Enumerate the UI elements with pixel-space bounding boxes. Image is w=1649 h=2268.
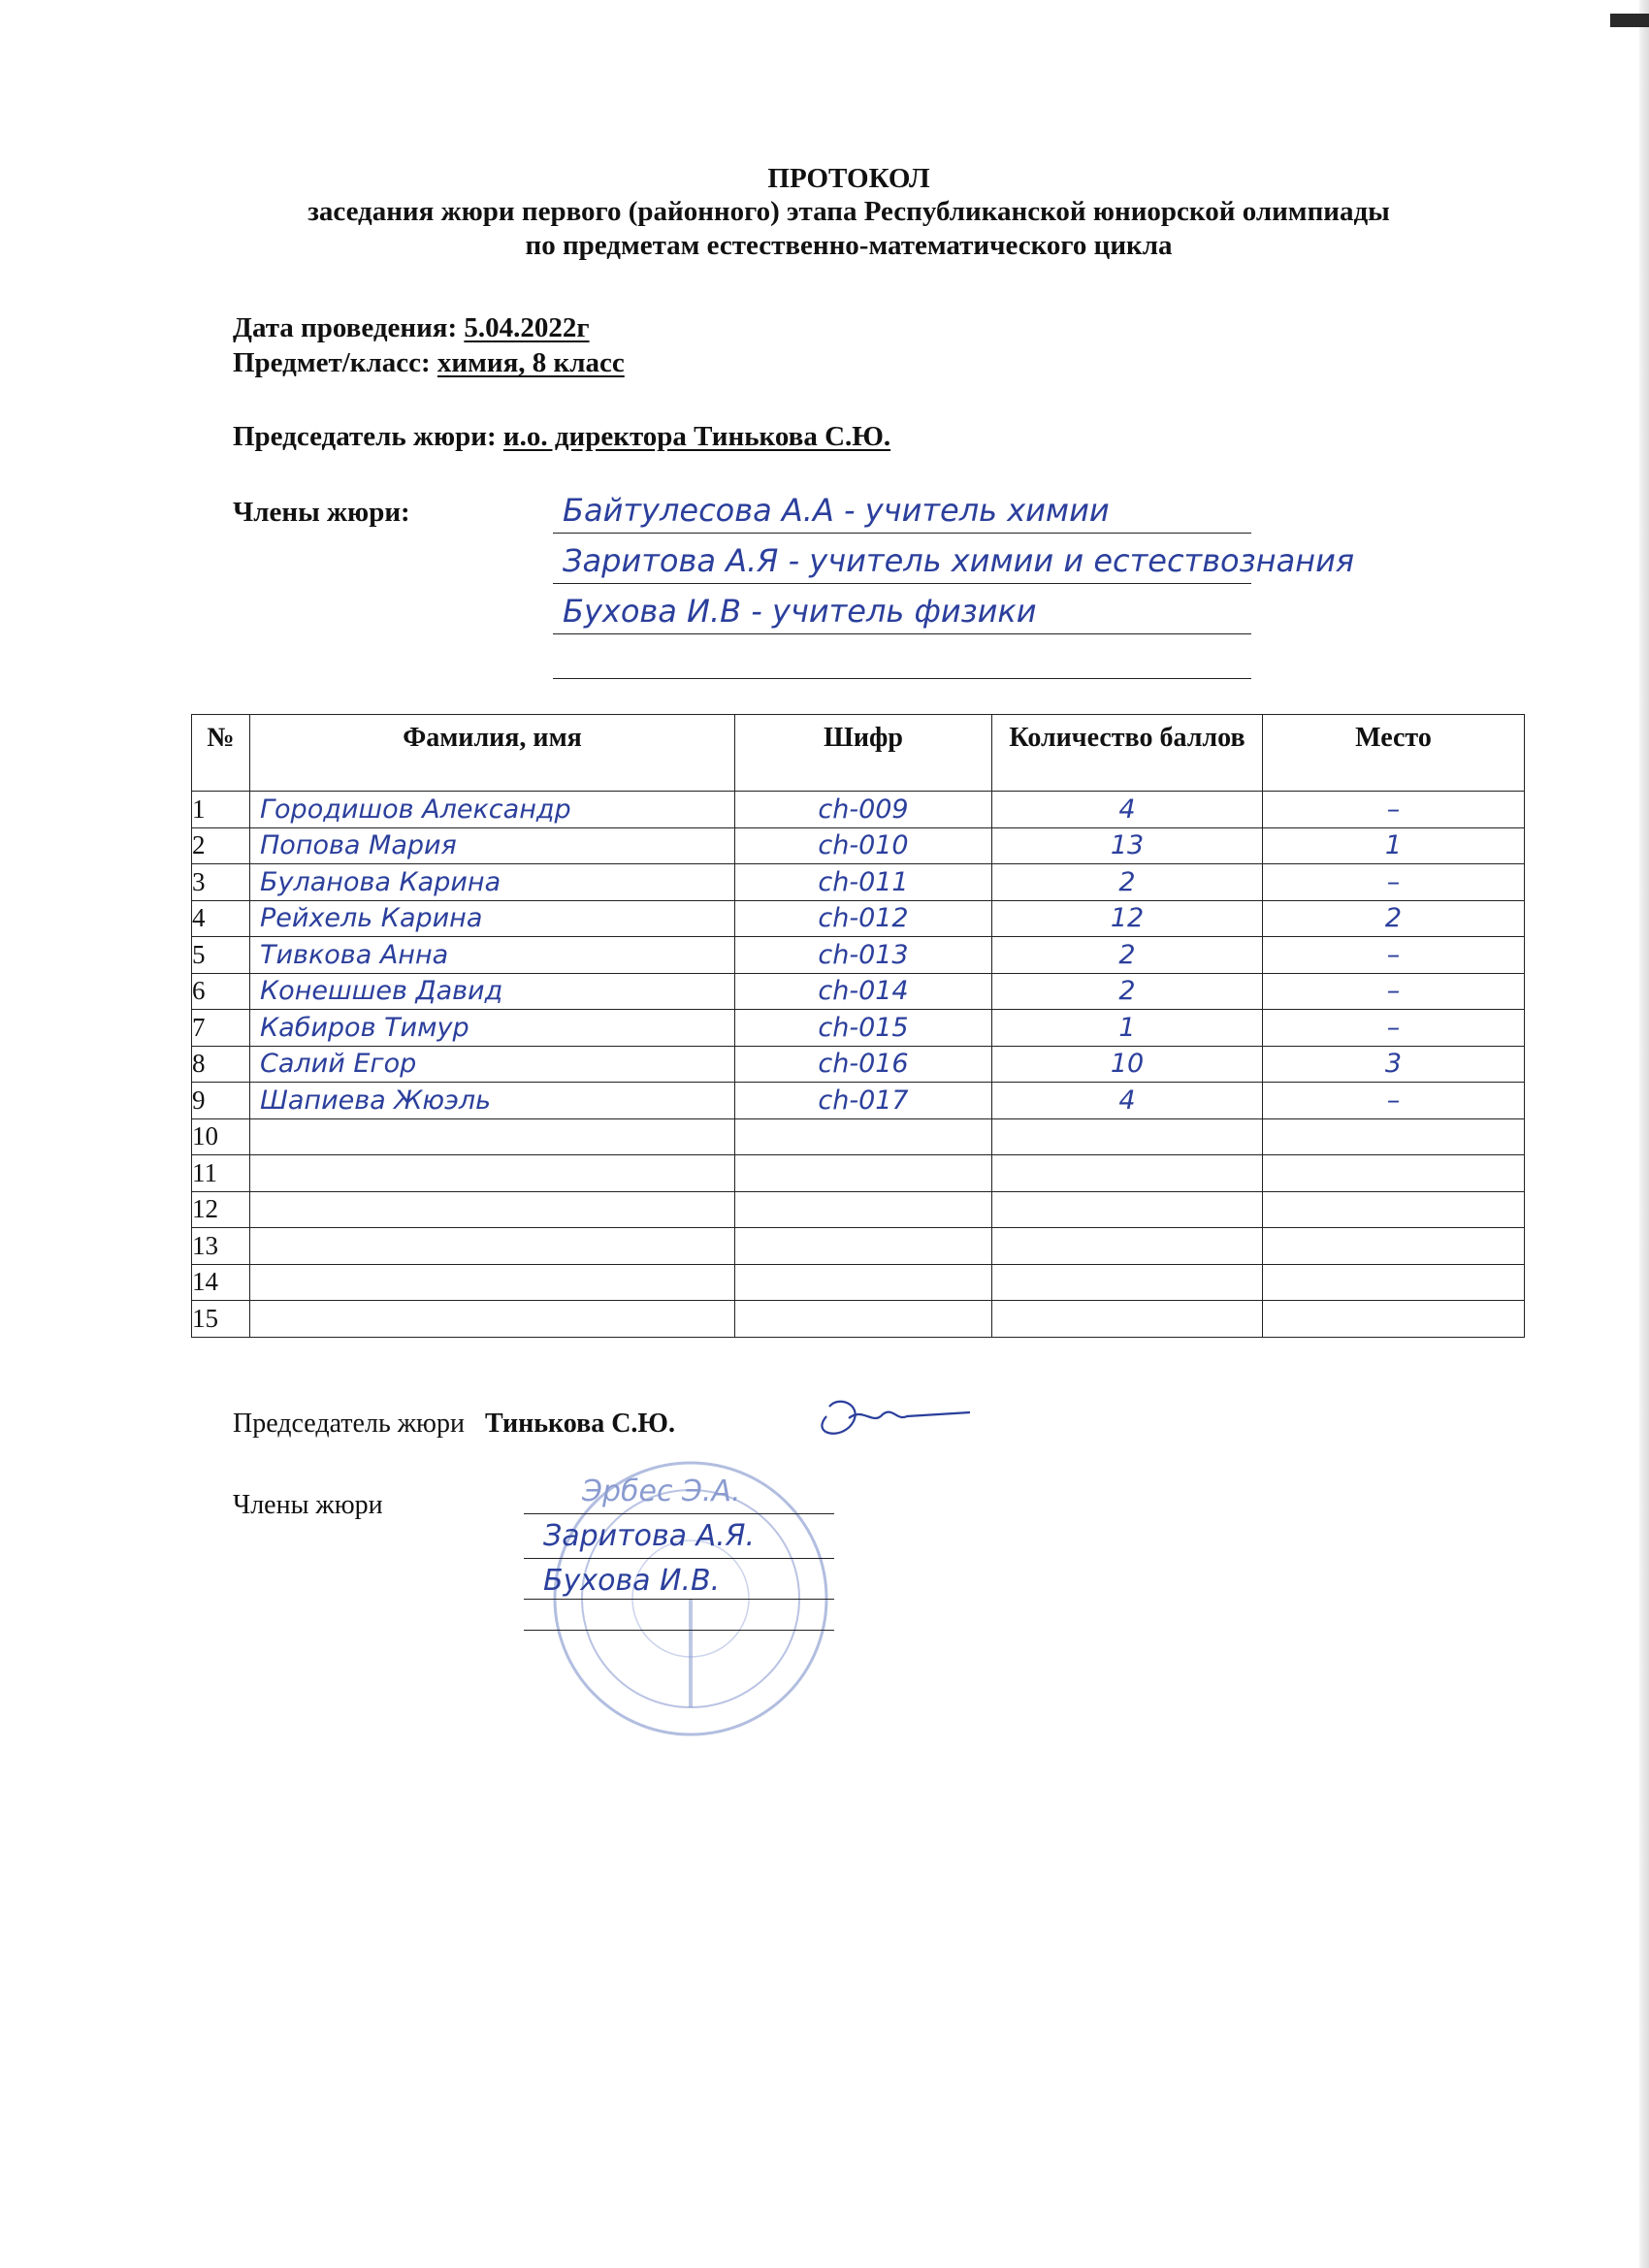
cipher-code-cell: [735, 1155, 992, 1192]
score-value-cell: [992, 1046, 1263, 1083]
row-number: 3: [192, 866, 206, 896]
row-number-cell: [192, 1046, 250, 1083]
place-value-cell: [1263, 792, 1525, 828]
col-header-place: Место: [1263, 715, 1525, 792]
participant-name: [250, 1194, 260, 1224]
place-value-cell: [1263, 1083, 1525, 1119]
row-number-cell: [192, 864, 250, 901]
place-value-cell: [1263, 827, 1525, 864]
cipher-code: ch-011: [818, 866, 909, 897]
participant-name-cell: [250, 900, 735, 937]
place-value-cell: [1263, 973, 1525, 1010]
col-header-number: №: [192, 715, 250, 792]
row-number-cell: [192, 900, 250, 937]
participant-name-cell: [250, 1155, 735, 1192]
cipher-code-cell: [735, 1046, 992, 1083]
score-value: 2: [1118, 976, 1136, 1007]
participant-name: Конешшев Давид: [260, 976, 503, 1007]
cipher-code: ch-014: [818, 976, 909, 1007]
score-value-cell: [992, 827, 1263, 864]
signature-line: [524, 1513, 834, 1514]
place-value: 2: [1384, 903, 1403, 934]
place-value-cell: [1263, 1191, 1525, 1228]
place-value: 3: [1384, 1049, 1403, 1080]
table-row: [192, 827, 1525, 864]
col-header-code: Шифр: [735, 715, 992, 792]
table-row: [192, 1046, 1525, 1083]
row-number-cell: [192, 1083, 250, 1119]
table-row: [192, 1191, 1525, 1228]
participant-name: [250, 1304, 260, 1334]
document-subtitle-2: по предметам естественно-математического цикла: [525, 230, 1173, 261]
score-value: 2: [1118, 866, 1136, 897]
table-row: [192, 1301, 1525, 1338]
member-row: [553, 540, 1355, 591]
cipher-code: ch-016: [818, 1049, 909, 1080]
place-value: –: [1386, 939, 1401, 970]
row-number-cell: [192, 973, 250, 1010]
underline: [553, 633, 1251, 634]
place-value: –: [1386, 976, 1401, 1007]
cipher-code-cell: [735, 1010, 992, 1047]
participant-name: Шапиева Жюэль: [260, 1085, 492, 1116]
member-signature-3: Бухова И.В.: [543, 1564, 721, 1598]
place-value-cell: [1263, 1301, 1525, 1338]
cipher-code-cell: [735, 1118, 992, 1155]
row-number-cell: [192, 1228, 250, 1265]
member-signature-1: Эрбес Э.А.: [582, 1474, 741, 1508]
signature-line: [524, 1558, 834, 1559]
chair-line: [233, 421, 890, 453]
score-value: 12: [1110, 903, 1145, 934]
subject-line: [233, 347, 625, 379]
underline: [553, 678, 1251, 679]
participant-name-cell: [250, 973, 735, 1010]
chair-label: Председатель жюри:: [233, 421, 497, 452]
row-number: 5: [192, 939, 206, 969]
score-value: 2: [1118, 939, 1136, 970]
participant-name-cell: [250, 864, 735, 901]
place-value-cell: [1263, 1228, 1525, 1265]
score-value-cell: [992, 1191, 1263, 1228]
participant-name: [250, 1121, 260, 1151]
participant-name: Рейхель Карина: [260, 903, 483, 934]
score-value: 4: [1118, 1085, 1136, 1116]
member-row: [553, 641, 1251, 692]
table-header-row: [192, 715, 1525, 792]
table-row: [192, 1010, 1525, 1047]
score-value-cell: [992, 864, 1263, 901]
subject-value: химия, 8 класс: [436, 347, 625, 378]
cipher-code-cell: [735, 827, 992, 864]
row-number: 1: [192, 794, 206, 824]
table-body: [192, 792, 1525, 1338]
participant-name-cell: [250, 1301, 735, 1338]
cipher-code-cell: [735, 864, 992, 901]
place-value-cell: [1263, 1046, 1525, 1083]
member-handwritten: Байтулесова А.А - учитель химии: [563, 492, 1110, 529]
subject-label: Предмет/класс:: [233, 347, 431, 378]
row-number: 12: [192, 1194, 218, 1224]
row-number: 9: [192, 1085, 206, 1115]
participant-name-cell: [250, 1083, 735, 1119]
cipher-code-cell: [735, 937, 992, 974]
participant-name-cell: [250, 1010, 735, 1047]
participant-name-cell: [250, 937, 735, 974]
cipher-code: ch-013: [818, 939, 909, 970]
place-value-cell: [1263, 1118, 1525, 1155]
member-handwritten: Бухова И.В - учитель физики: [563, 593, 1037, 630]
score-value: 4: [1118, 794, 1136, 825]
date-value: 5.04.2022г: [464, 312, 590, 343]
chair-sign-name: Тинькова С.Ю.: [484, 1409, 675, 1439]
table-row: [192, 1118, 1525, 1155]
place-value-cell: [1263, 937, 1525, 974]
member-handwritten: Заритова А.Я - учитель химии и естествознания: [563, 542, 1355, 579]
col-header-score: Количество баллов: [992, 715, 1263, 792]
cipher-code-cell: [735, 792, 992, 828]
chair-signature-line: [233, 1409, 675, 1440]
underline: [553, 533, 1251, 534]
scan-artifact: [1610, 14, 1649, 27]
row-number: 7: [192, 1012, 206, 1042]
participant-name: Кабиров Тимур: [260, 1012, 469, 1043]
participant-name: Городишов Александр: [260, 794, 571, 825]
chair-signature: [805, 1387, 980, 1445]
document-subtitle-1: заседания жюри первого (районного) этапа Республиканской юниорской олимпиады: [307, 196, 1390, 227]
cipher-code-cell: [735, 1228, 992, 1265]
table-row: [192, 973, 1525, 1010]
participant-name: Тивкова Анна: [260, 939, 449, 970]
cipher-code: ch-015: [818, 1012, 909, 1043]
underline: [553, 583, 1251, 584]
cipher-code-cell: [735, 1191, 992, 1228]
signature-line: [524, 1630, 834, 1631]
member-row: [553, 591, 1251, 641]
score-value-cell: [992, 1301, 1263, 1338]
score-value-cell: [992, 1228, 1263, 1265]
score-value-cell: [992, 1155, 1263, 1192]
cipher-code-cell: [735, 1083, 992, 1119]
members-label: Члены жюри:: [233, 497, 410, 528]
row-number-cell: [192, 1301, 250, 1338]
row-number-cell: [192, 1191, 250, 1228]
place-value-cell: [1263, 1155, 1525, 1192]
row-number-cell: [192, 937, 250, 974]
member-signature-2: Заритова А.Я.: [543, 1519, 756, 1553]
score-value: 10: [1110, 1049, 1145, 1080]
score-value-cell: [992, 792, 1263, 828]
table-row: [192, 1083, 1525, 1119]
place-value-cell: [1263, 1010, 1525, 1047]
row-number: 13: [192, 1230, 218, 1260]
table-row: [192, 792, 1525, 828]
date-label: Дата проведения:: [233, 312, 458, 343]
row-number-cell: [192, 792, 250, 828]
table-row: [192, 1228, 1525, 1265]
member-row: [553, 490, 1251, 540]
participant-name: [250, 1267, 260, 1297]
place-value-cell: [1263, 1264, 1525, 1301]
table-row: [192, 1264, 1525, 1301]
score-value-cell: [992, 1083, 1263, 1119]
row-number-cell: [192, 1264, 250, 1301]
participant-name-cell: [250, 1264, 735, 1301]
row-number: 2: [192, 830, 206, 860]
scan-edge: [1639, 0, 1649, 2268]
chair-sign-label: Председатель жюри: [233, 1409, 465, 1439]
chair-value: и.о. директора Тинькова С.Ю.: [502, 421, 891, 452]
table-row: [192, 1155, 1525, 1192]
cipher-code: ch-009: [818, 794, 909, 825]
row-number: 14: [192, 1267, 218, 1297]
participant-name: Попова Мария: [260, 830, 457, 861]
table-row: [192, 864, 1525, 901]
row-number: 10: [192, 1121, 218, 1151]
score-value-cell: [992, 1264, 1263, 1301]
row-number-cell: [192, 1155, 250, 1192]
score-value: 1: [1118, 1012, 1136, 1043]
score-value-cell: [992, 900, 1263, 937]
row-number: 15: [192, 1303, 218, 1333]
participant-name-cell: [250, 1118, 735, 1155]
participant-name-cell: [250, 827, 735, 864]
row-number: 11: [192, 1157, 217, 1187]
cipher-code: ch-012: [818, 903, 909, 934]
results-table: [191, 714, 1525, 1338]
table-row: [192, 937, 1525, 974]
place-value: 1: [1384, 830, 1403, 861]
members-sign-label: Члены жюри: [233, 1490, 383, 1520]
cipher-code-cell: [735, 1301, 992, 1338]
place-value: –: [1386, 794, 1401, 825]
members-list: [553, 490, 1355, 692]
row-number: 4: [192, 903, 206, 933]
cipher-code-cell: [735, 900, 992, 937]
participant-name-cell: [250, 1046, 735, 1083]
row-number-cell: [192, 1118, 250, 1155]
score-value-cell: [992, 1010, 1263, 1047]
score-value: 13: [1110, 830, 1145, 861]
participant-name: Салий Егор: [260, 1049, 417, 1080]
document-title: ПРОТОКОЛ: [767, 163, 930, 194]
table-row: [192, 900, 1525, 937]
score-value-cell: [992, 973, 1263, 1010]
participant-name-cell: [250, 1191, 735, 1228]
col-header-name: Фамилия, имя: [250, 715, 735, 792]
score-value-cell: [992, 1118, 1263, 1155]
cipher-code-cell: [735, 973, 992, 1010]
place-value: –: [1386, 1012, 1401, 1043]
cipher-code: ch-010: [818, 830, 909, 861]
place-value-cell: [1263, 900, 1525, 937]
row-number: 6: [192, 976, 206, 1006]
cipher-code: ch-017: [818, 1085, 909, 1116]
participant-name-cell: [250, 1228, 735, 1265]
date-line: [233, 312, 590, 344]
place-value: –: [1386, 1085, 1401, 1116]
row-number: 8: [192, 1049, 206, 1079]
participant-name: Буланова Карина: [260, 866, 501, 897]
place-value-cell: [1263, 864, 1525, 901]
row-number-cell: [192, 827, 250, 864]
participant-name-cell: [250, 792, 735, 828]
place-value: –: [1386, 866, 1401, 897]
cipher-code-cell: [735, 1264, 992, 1301]
signature-line: [524, 1599, 834, 1600]
participant-name: [250, 1158, 260, 1188]
row-number-cell: [192, 1010, 250, 1047]
score-value-cell: [992, 937, 1263, 974]
participant-name: [250, 1231, 260, 1261]
